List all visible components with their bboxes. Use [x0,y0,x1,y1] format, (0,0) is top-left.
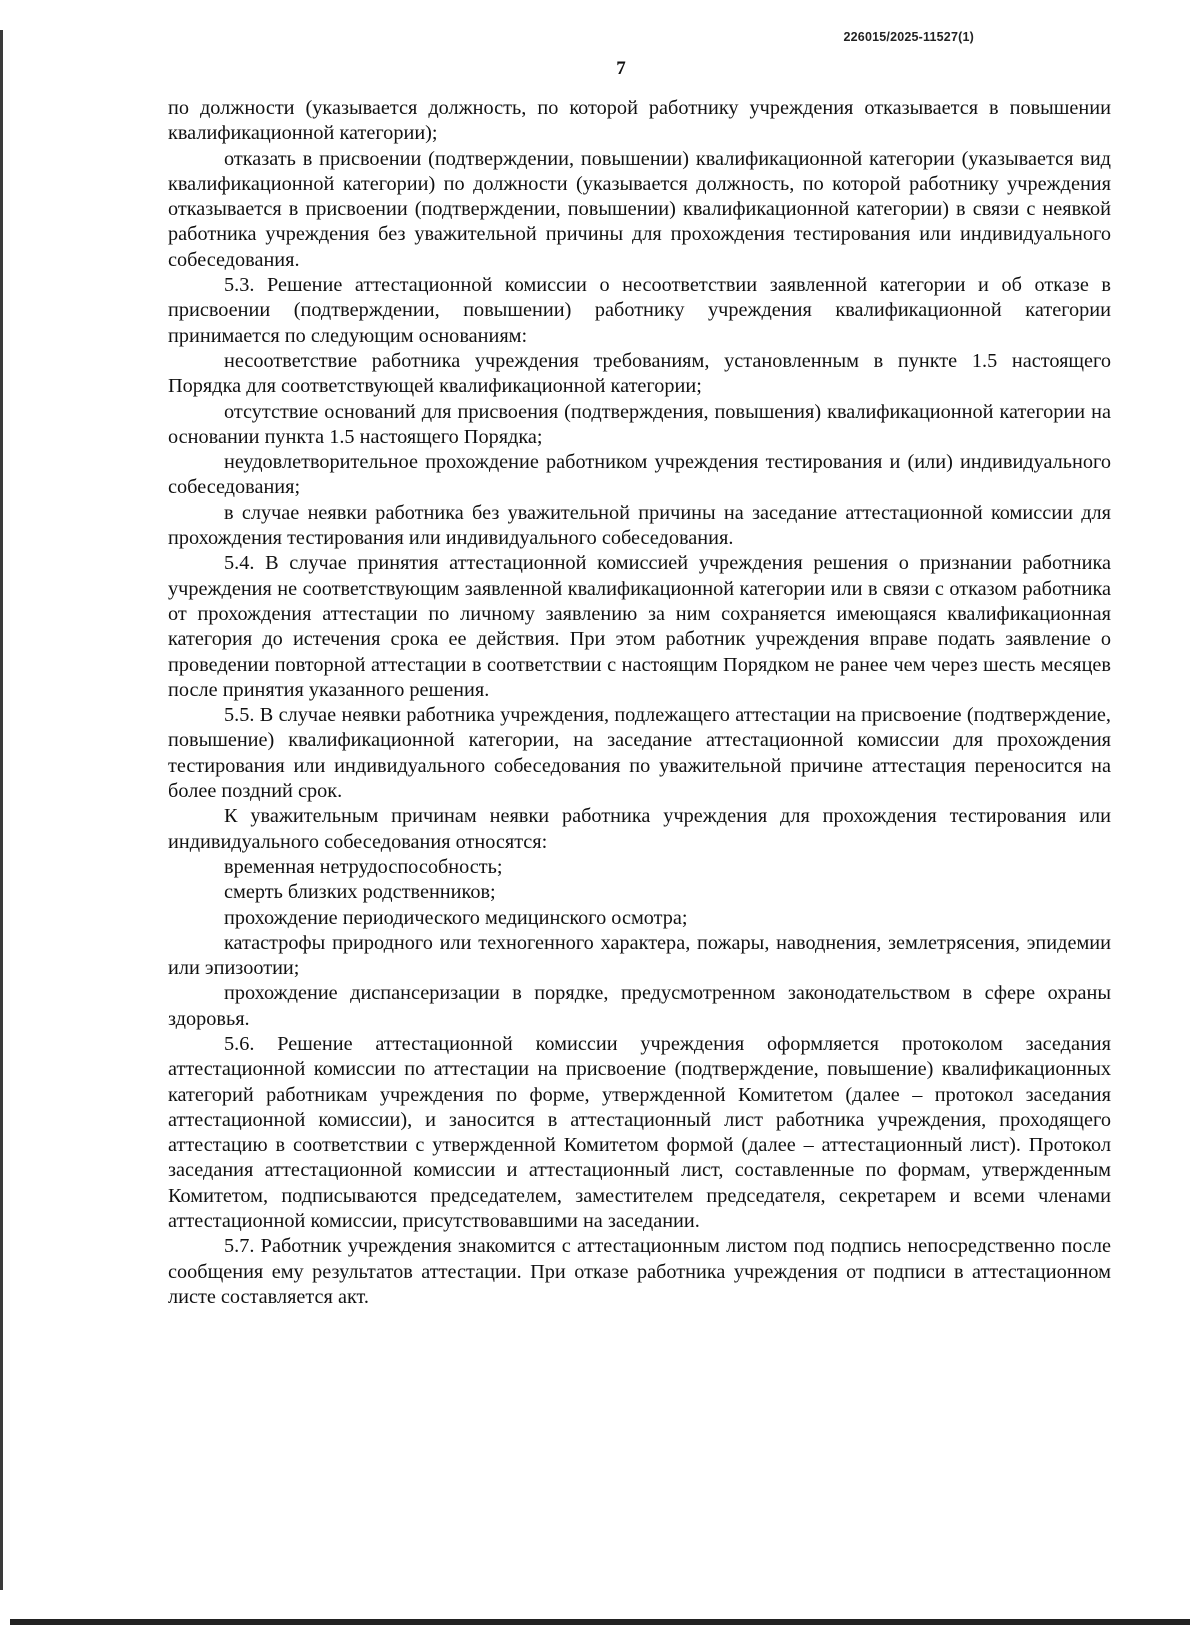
document-body [168,96,1111,1310]
paragraph-valid-reasons-intro: К уважительным причинам неявки работника учреждения для прохождения тестирования или индивидуального собеседования относятся: [168,805,1111,853]
paragraph-refusal-promotion-end: по должности (указывается должность, по которой работнику учреждения отказывается в повышении квалификационной категории); [168,97,1111,145]
paragraph-5-5: 5.5. В случае неявки работника учреждения, подлежащего аттестации на присвоение (подтверждение, повышение) квалификационной категории, на заседание аттестационной комиссии для прохождения тестирования или индивидуального собеседования по уважительной причине аттестация переносится на более поздний срок. [168,704,1111,803]
paragraph-5-6: 5.6. Решение аттестационной комиссии учреждения оформляется протоколом заседания аттестационной комиссии по аттестации на присвоение (подтверждение, повышение) квалификационных категорий работникам учреждения по форме, утвержденной Комитетом (далее – протокол заседания аттестационной комиссии), и заносится в аттестационный лист работника учреждения, проходящего аттестацию в соответствии с утвержденной Комитетом формой (далее – аттестационный лист). Протокол заседания аттестационной комиссии и аттестационный лист, составленные по формам, утвержденным Комитетом, подписываются председателем, заместителем председателя, секретарем и всеми членами аттестационной комиссии, присутствовавшими на заседании. [168,1032,1111,1233]
paragraph-5-7: 5.7. Работник учреждения знакомится с аттестационным листом под подпись непосредственно после сообщения ему результатов аттестации. При отказе работника учреждения от подписи в аттестационном листе составляется акт. [168,1235,1111,1308]
scan-left-edge [0,30,3,1590]
paragraph-refusal-no-show: отказать в присвоении (подтверждении, повышении) квалификационной категории (указывается вид квалификационной категории) по должности (указывается должность, по которой работнику учреждения отказывается в присвоении (подтверждении, повышении) квалификационной категории) в связи с неявкой работника учреждения без уважительной причины для прохождения тестирования или индивидуального собеседования. [168,147,1111,271]
scan-bottom-edge [10,1619,1190,1625]
document-registration-number: 226015/2025-11527(1) [843,30,974,44]
paragraph-reason-medical-exam: прохождение периодического медицинского осмотра; [224,906,688,929]
paragraph-reason-disability: временная нетрудоспособность; [224,855,503,878]
page-number: 7 [616,58,626,79]
paragraph-ground-no-show: в случае неявки работника без уважительной причины на заседание аттестационной комиссии для прохождения тестирования или индивидуального собеседования. [168,501,1111,550]
paragraph-reason-death: смерть близких родственников; [224,881,496,904]
paragraph-5-3: 5.3. Решение аттестационной комиссии о несоответствии заявленной категории и об отказе в присвоении (подтверждении, повышении) работнику учреждения квалификационной категории принимается по следующим основаниям: [168,274,1111,347]
paragraph-ground-nonconformity: несоответствие работника учреждения требованиям, установленным в пункте 1.5 настоящего Порядка для соответствующей квалификационной категории; [168,349,1111,398]
paragraph-reason-disasters: катастрофы природного или техногенного характера, пожары, наводнения, землетрясения, эпидемии или эпизоотии; [168,931,1111,980]
paragraph-ground-unsatisfactory: неудовлетворительное прохождение работником учреждения тестирования и (или) индивидуального собеседования; [168,451,1111,499]
paragraph-reason-dispensary: прохождение диспансеризации в порядке, предусмотренном законодательством в сфере охраны здоровья. [168,982,1111,1030]
paragraph-ground-no-basis: отсутствие оснований для присвоения (подтверждения, повышения) квалификационной категории на основании пункта 1.5 настоящего Порядка; [168,400,1111,448]
paragraph-5-4: 5.4. В случае принятия аттестационной комиссией учреждения решения о признании работника учреждения не соответствующим заявленной квалификационной категории или в связи с отказом работника от прохождения аттестации по личному заявлению за ним сохраняется имеющаяся квалификационная категория до истечения срока ее действия. При этом работник учреждения вправе подать заявление о проведении повторной аттестации в соответствии с настоящим Порядком не ранее чем через шесть месяцев после принятия указанного решения. [168,552,1111,701]
